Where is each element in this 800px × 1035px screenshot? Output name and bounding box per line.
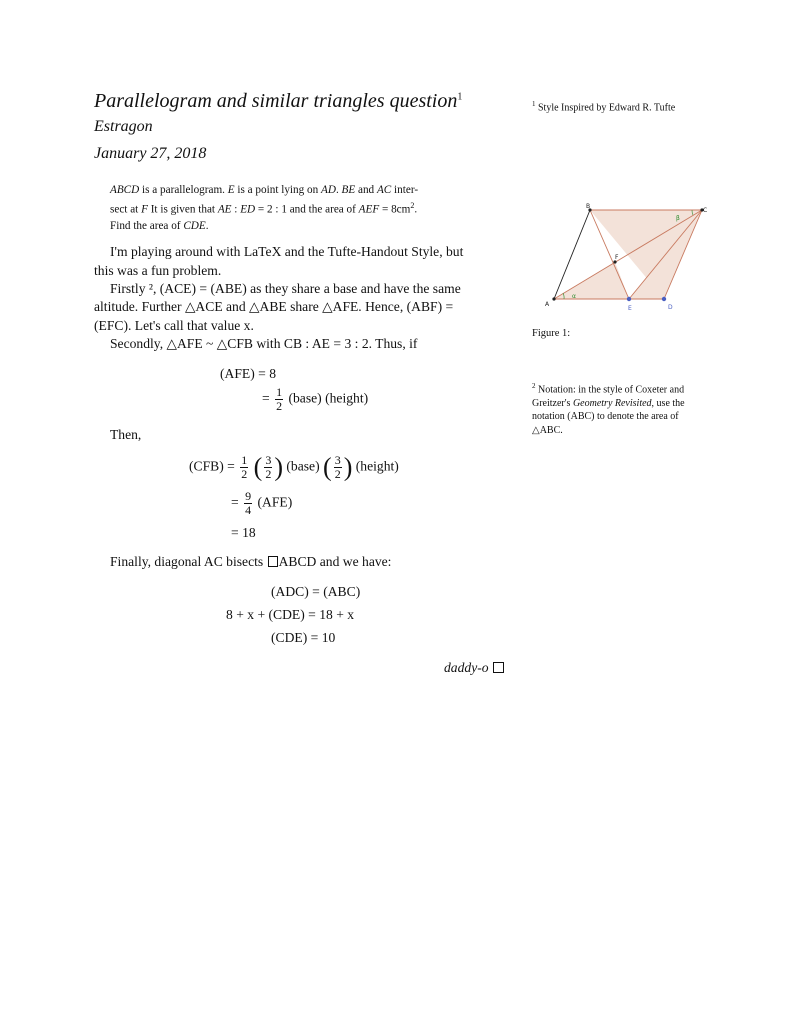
label-c: C — [703, 207, 708, 214]
label-d: D — [668, 304, 673, 311]
point-e — [627, 297, 631, 301]
fraction-one-half: $\frac{1}{2}$ — [276, 385, 283, 413]
equation-cfb: (CFB) = $\frac{1}{2}$ ( $\frac{3}{2}$ ) (base) ( $\frac{3}{2}$ ) (height) — [189, 452, 399, 482]
label-f: F — [615, 254, 619, 261]
sidenote-2: $^2$ Notation: in the style of Coxeter and Greitzer's Geometry Revisited, use the notation (ABC) to denote the area of △ABC. — [532, 382, 685, 436]
finally-line: Finally, diagonal AC bisects ABCD and we have: — [110, 554, 392, 569]
figure-caption: Figure 1: — [532, 328, 571, 339]
label-alpha: α — [572, 293, 576, 300]
paragraph-1-line-1: I'm playing around with LaTeX and the Tufte-Handout Style, but — [110, 244, 464, 259]
paragraph-2-line-2: altitude. Further △ACE and △ABE share △AFE. Hence, (ABF) = — [94, 299, 454, 314]
abstract-line-2: sect at F It is given that AE : ED = 2 : 1 and the area of AEF = $8cm^2$. — [110, 201, 418, 216]
point-d — [662, 297, 666, 301]
equation-nine-quarters: = $\frac{9}{4}$ (AFE) — [231, 489, 293, 517]
page-title: Parallelogram and similar triangles question$^1$ — [94, 90, 463, 112]
signature: daddy-o — [444, 660, 504, 676]
abstract-line-1: ABCD is a parallelogram. E is a point lying on AD. BE and AC inter- — [110, 184, 419, 196]
label-e: E — [628, 305, 632, 312]
sidenote-1: $^1$ Style Inspired by Edward R. Tufte — [532, 100, 676, 114]
fraction-2: $\frac{3}{2}$ — [265, 453, 272, 481]
label-a: A — [545, 301, 550, 308]
fraction-1: $\frac{1}{2}$ — [241, 453, 248, 481]
triangle-aef-fill — [554, 262, 629, 299]
paragraph-1-line-2: this was a fun problem. — [94, 263, 222, 278]
label-beta: β — [676, 215, 680, 222]
author: Estragon — [94, 118, 153, 135]
label-b: B — [586, 203, 591, 210]
abstract-line-3: Find the area of CDE. — [110, 219, 209, 232]
equation-afe: (AFE) = 8 — [220, 366, 276, 381]
point-a — [552, 297, 555, 300]
paragraph-2-line-3: (EFC). Let's call that value x. — [94, 318, 254, 333]
equation-sum: 8 + x + (CDE) = 18 + x — [226, 607, 355, 622]
equation-cde: (CDE) = 10 — [271, 630, 336, 645]
date: January 27, 2018 — [94, 145, 207, 162]
then-label: Then, — [110, 427, 142, 442]
equation-afe-half: = $\frac{1}{2}$ (base) (height) — [262, 385, 369, 413]
equation-eighteen: = 18 — [231, 525, 256, 540]
fraction-3: $\frac{3}{2}$ — [334, 453, 341, 481]
qed-symbol — [493, 662, 504, 673]
title-footnote-mark: 1 — [457, 91, 463, 103]
paragraph-3-line-1: Secondly, △AFE ~ △CFB with CB : AE = 3 : 2. Thus, if — [110, 336, 418, 351]
abstract — [110, 182, 482, 234]
fraction-9-4: $\frac{9}{4}$ — [245, 489, 252, 517]
latex-logo: LaTeX — [243, 244, 282, 259]
paragraph-2-line-1: Firstly ², (ACE) = (ABE) as they share a base and have the same — [110, 281, 461, 296]
equation-adc: (ADC) = (ABC) — [271, 584, 361, 599]
parallelogram-symbol — [268, 556, 278, 567]
parallelogram-figure — [540, 198, 720, 320]
